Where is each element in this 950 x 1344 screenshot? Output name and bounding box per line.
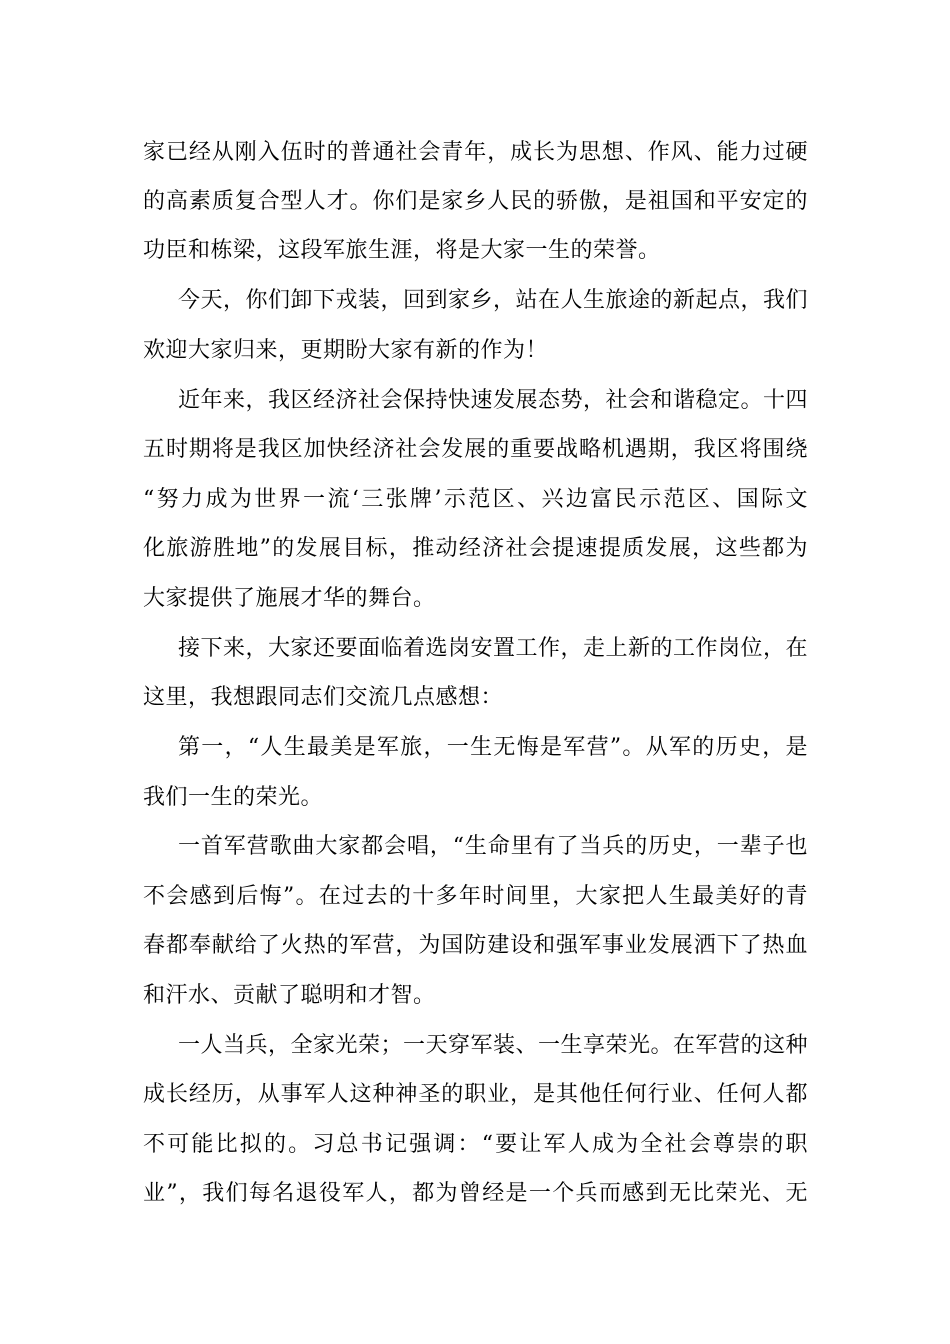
text-line: 家已经从刚入伍时的普通社会青年，成长为思想、作风、能力过硬 — [143, 140, 808, 165]
paragraph-first-line: 今天，你们卸下戎装，回到家乡，站在人生旅途的新起点，我们 — [178, 288, 809, 313]
paragraph-first-line: 一人当兵，全家光荣；一天穿军装、一生享荣光。在军营的这种 — [178, 1033, 809, 1058]
text-line: 成长经历，从事军人这种神圣的职业，是其他任何行业、任何人都 — [143, 1082, 808, 1107]
paragraph-first-line: 第一，“人生最美是军旅，一生无悔是军营”。从军的历史，是 — [178, 735, 808, 760]
text-line: “努力成为世界一流‘三张牌’示范区、兴边富民示范区、国际文 — [143, 487, 808, 512]
text-line: 五时期将是我区加快经济社会发展的重要战略机遇期，我区将围绕 — [143, 437, 808, 462]
text-line: 功臣和栋梁，这段军旅生涯，将是大家一生的荣誉。 — [143, 238, 661, 263]
text-line: 春都奉献给了火热的军营，为国防建设和强军事业发展洒下了热血 — [143, 933, 808, 958]
text-line: 和汗水、贡献了聪明和才智。 — [143, 983, 436, 1008]
text-line: 欢迎大家归来，更期盼大家有新的作为！ — [143, 338, 549, 363]
text-line: 化旅游胜地”的发展目标，推动经济社会提速提质发展，这些都为 — [143, 536, 808, 561]
text-line: 的高素质复合型人才。你们是家乡人民的骄傲，是祖国和平安定的 — [143, 189, 808, 214]
paragraph-first-line: 近年来，我区经济社会保持快速发展态势，社会和谐稳定。十四 — [178, 388, 809, 413]
text-line: 大家提供了施展才华的舞台。 — [143, 586, 436, 611]
text-line: 我们一生的荣光。 — [143, 785, 324, 810]
text-line: 不会感到后悔”。在过去的十多年时间里，大家把人生最美好的青 — [143, 884, 808, 909]
text-line: 业”，我们每名退役军人，都为曾经是一个兵而感到无比荣光、无 — [143, 1181, 808, 1206]
paragraph-first-line: 一首军营歌曲大家都会唱，“生命里有了当兵的历史，一辈子也 — [178, 834, 808, 859]
paragraph-first-line: 接下来，大家还要面临着选岗安置工作，走上新的工作岗位，在 — [178, 636, 809, 661]
text-line: 不可能比拟的。习总书记强调：“要让军人成为全社会尊崇的职 — [143, 1132, 808, 1157]
text-line: 这里，我想跟同志们交流几点感想： — [143, 685, 504, 710]
